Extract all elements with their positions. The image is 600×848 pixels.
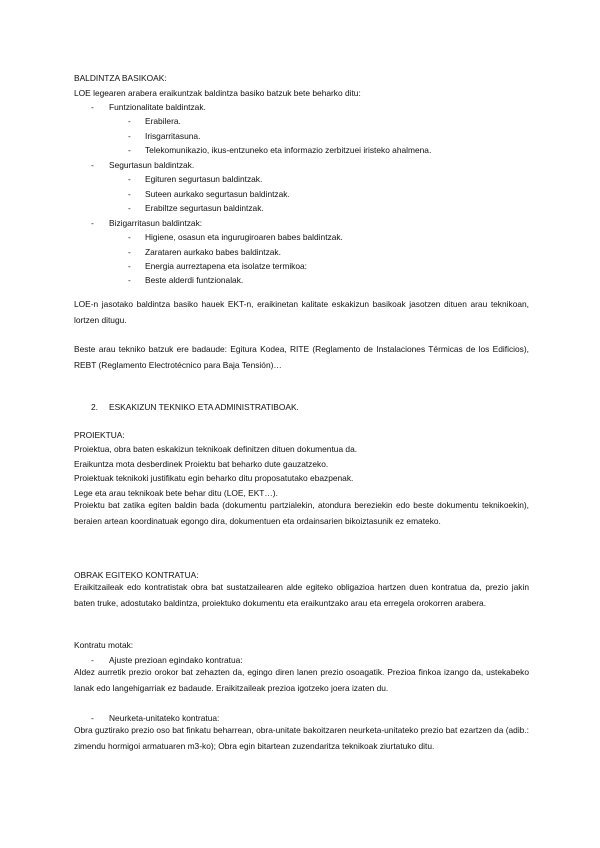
list-item: Egituren segurtasun baldintzak. xyxy=(145,174,263,184)
bullet-dash: - xyxy=(91,160,94,170)
subheading-proiektua: PROIEKTUA: xyxy=(74,430,125,440)
bullet-dash: - xyxy=(128,275,131,285)
bullet-dash: - xyxy=(91,713,94,723)
bullet-dash: - xyxy=(128,203,131,213)
group-label-segurtasun: Segurtasun baldintzak. xyxy=(109,160,195,170)
list-item: Erabiltze segurtasun baldintzak. xyxy=(145,203,264,213)
text-line: Proiektua, obra baten eskakizun teknikoak definitzen dituen dokumentua da. xyxy=(74,444,358,454)
bullet-dash: - xyxy=(128,131,131,141)
paragraph-beste-arau: Beste arau tekniko batzuk ere badaude: Egitura Kodea, RITE (Reglamento de Instalaciones Térmicas de los Edificios), REBT (Reglamento Electrotécnico para Baja Tensión)… xyxy=(74,344,529,370)
subheading-kontratu-motak: Kontratu motak: xyxy=(74,640,134,650)
bullet-dash: - xyxy=(91,655,94,665)
section-heading-baldintza: BALDINTZA BASIKOAK: xyxy=(74,73,167,83)
contract-type-label: Ajuste prezioan egindako kontratua: xyxy=(109,655,243,665)
text-line: Eraikuntza mota desberdinek Proiektu bat beharko dute gauzatzeko. xyxy=(74,459,329,469)
paragraph-proiektu-zatika: Proiektu bat zatika egiten baldin bada (dokumentu partzialekin, atondura bereziekin edo beste dokumentu teknikoekin), beraien artean koordinatuak egongo dira, dokumentuen eta ordainsarien bikoiztasunik ez emateko. xyxy=(74,500,529,526)
bullet-dash: - xyxy=(91,102,94,112)
paragraph-ajuste: Aldez aurretik prezio orokor bat zehazten da, egingo diren lanen prezio osoagatik. Prezioa finkoa izango da, ustekabeko lanak edo langehigarriak ez badaude. Eraikitzaileak prezioa igotzeko joera izaten du. xyxy=(74,667,529,693)
list-item: Zarataren aurkako babes baldintzak. xyxy=(145,247,281,257)
bullet-dash: - xyxy=(128,247,131,257)
text-line: Lege eta arau teknikoak bete behar ditu (LOE, EKT…). xyxy=(74,488,278,498)
contract-type-label: Neurketa-unitateko kontratua: xyxy=(109,713,220,723)
list-item: Suteen aurkako segurtasun baldintzak. xyxy=(145,189,290,199)
text-line: Proiektuak teknikoki justifikatu egin beharko ditu proposatutako ebazpenak. xyxy=(74,473,354,483)
list-item: Energia aurreztapena eta isolatze termikoa: xyxy=(145,261,308,271)
section-number: 2. xyxy=(91,402,98,412)
group-label-funtzionalitate: Funtzionalitate baldintzak. xyxy=(109,102,206,112)
list-item: Higiene, osasun eta ingurugiroaren babes baldintzak. xyxy=(145,232,343,242)
bullet-dash: - xyxy=(128,232,131,242)
group-label-bizigarritasun: Bizigarritasun baldintzak: xyxy=(109,218,203,228)
list-item: Erabilera. xyxy=(145,116,181,126)
bullet-dash: - xyxy=(128,261,131,271)
bullet-dash: - xyxy=(128,174,131,184)
section-heading-eskakizun: ESKAKIZUN TEKNIKO ETA ADMINISTRATIBOAK. xyxy=(109,402,299,412)
list-item: Telekomunikazio, ikus-entzuneko eta informazio zerbitzuei iristeko ahalmena. xyxy=(145,145,432,155)
subheading-kontratua: OBRAK EGITEKO KONTRATUA: xyxy=(74,570,199,580)
bullet-dash: - xyxy=(128,189,131,199)
bullet-dash: - xyxy=(91,218,94,228)
bullet-dash: - xyxy=(128,145,131,155)
paragraph-neurketa: Obra guztirako prezio oso bat finkatu beharrean, obra-unitate bakoitzaren neurketa-unitateko prezio bat ezartzen da (adib.: zimendu hormigoi armatuaren m3-ko); Obra egin bitartean zuzendaritza teknikoak ziurtatuko ditu. xyxy=(74,725,529,751)
bullet-dash: - xyxy=(128,116,131,126)
list-item: Beste alderdi funtzionalak. xyxy=(145,275,244,285)
intro-text: LOE legearen arabera eraikuntzak baldintza basiko batzuk bete beharko ditu: xyxy=(74,88,361,98)
paragraph-loe: LOE-n jasotako baldintza basiko hauek EKT-n, eraikinetan kalitate eskakizun basikoak jasotzen dituen arau teknikoan, lortzen ditugu. xyxy=(74,299,529,325)
paragraph-kontratua: Eraikitzaileak edo kontratistak obra bat sustatzailearen alde egiteko obligazioa hartzen duen kontratua da, prezio jakin baten truke, adostutako baldintza, proiektuko dokumentu eta eraikuntzako arau eta erregela orokorren arabera. xyxy=(74,582,529,608)
list-item: Irisgarritasuna. xyxy=(145,131,201,141)
